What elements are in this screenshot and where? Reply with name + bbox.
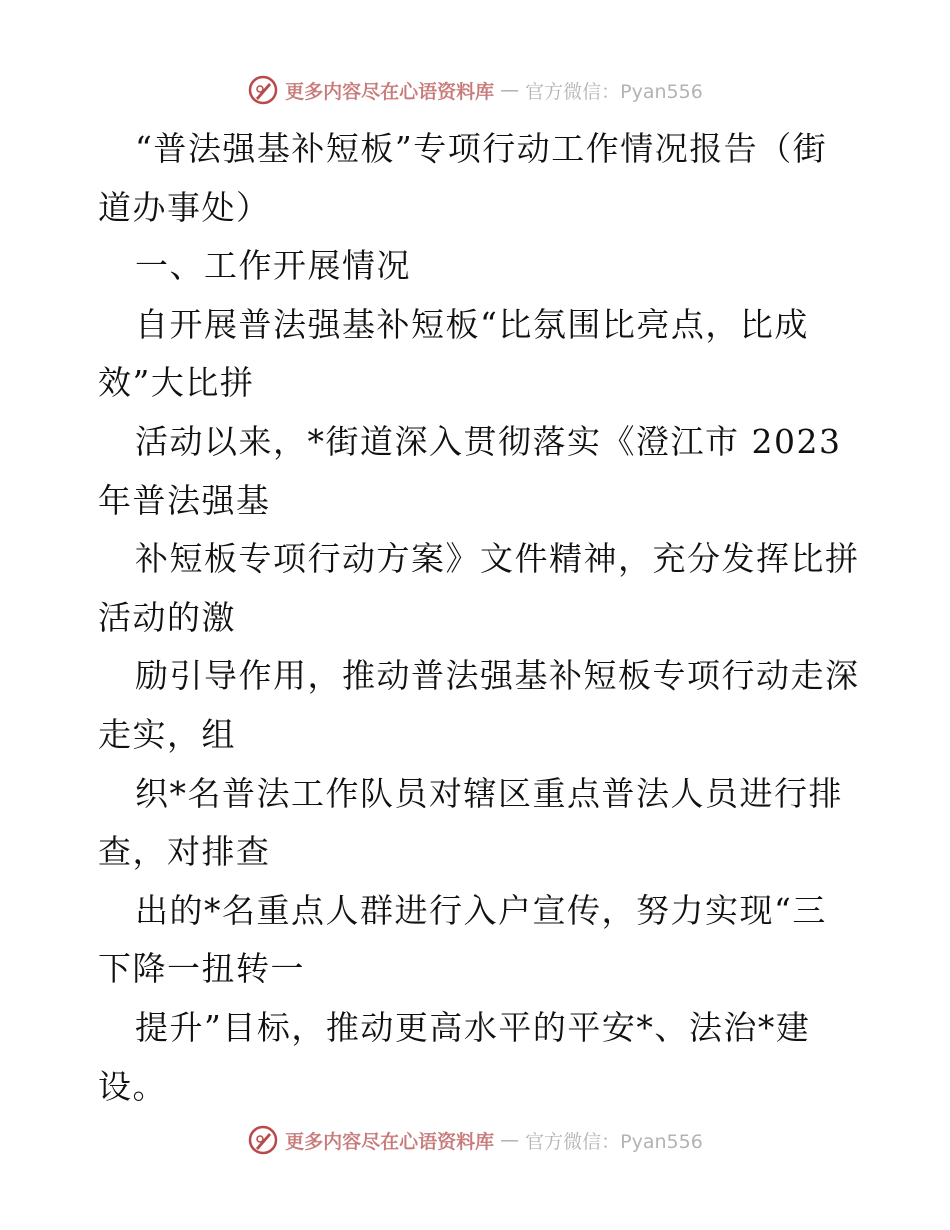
doc-title-line: “普法强基补短板”专项行动工作情况报告（街 xyxy=(135,129,828,168)
paragraph-line: 走实，组 xyxy=(98,714,236,754)
paragraph-line: 活动以来，*街道深入贯彻落实《澄江市 2023 xyxy=(135,421,842,461)
paragraph-line: 出的*名重点人群进行入户宣传，努力实现“三 xyxy=(135,890,827,930)
paragraph-line: 补短板专项行动方案》文件精神，充分发挥比拼 xyxy=(135,539,860,579)
footer-watermark xyxy=(0,1124,950,1156)
quill-logo-icon xyxy=(247,74,279,106)
document-body xyxy=(98,120,858,1116)
watermark-main-text: 更多内容尽在心语资料库 xyxy=(285,1130,495,1153)
paragraph-line: 提升”目标，推动更高水平的平安*、法治*建 xyxy=(135,1007,811,1047)
paragraph-line: 年普法强基 xyxy=(98,480,271,520)
watermark-sub-text: 官方微信：Pyan556 xyxy=(525,1130,703,1153)
watermark-dash: — xyxy=(500,1129,520,1151)
watermark-sub-text: 官方微信：Pyan556 xyxy=(525,80,703,103)
paragraph-line: 织*名普法工作队员对辖区重点普法人员进行排 xyxy=(135,773,843,813)
header-watermark xyxy=(0,74,950,106)
section-heading: 一、工作开展情况 xyxy=(135,246,411,286)
paragraph-line: 励引导作用，推动普法强基补短板专项行动走深 xyxy=(135,656,860,696)
watermark-dash: — xyxy=(500,79,520,101)
paragraph-line: 效”大比拼 xyxy=(98,363,255,403)
paragraph-line: 查，对排查 xyxy=(98,832,271,872)
doc-title-line: 道办事处） xyxy=(98,187,271,227)
watermark-main-text: 更多内容尽在心语资料库 xyxy=(285,80,495,103)
paragraph-line: 活动的激 xyxy=(98,597,236,637)
paragraph-line: 自开展普法强基补短板“比氛围比亮点，比成 xyxy=(135,304,809,344)
paragraph-line: 设。 xyxy=(98,1066,167,1106)
paragraph-line: 下降一扭转一 xyxy=(98,949,305,989)
quill-logo-icon xyxy=(247,1124,279,1156)
